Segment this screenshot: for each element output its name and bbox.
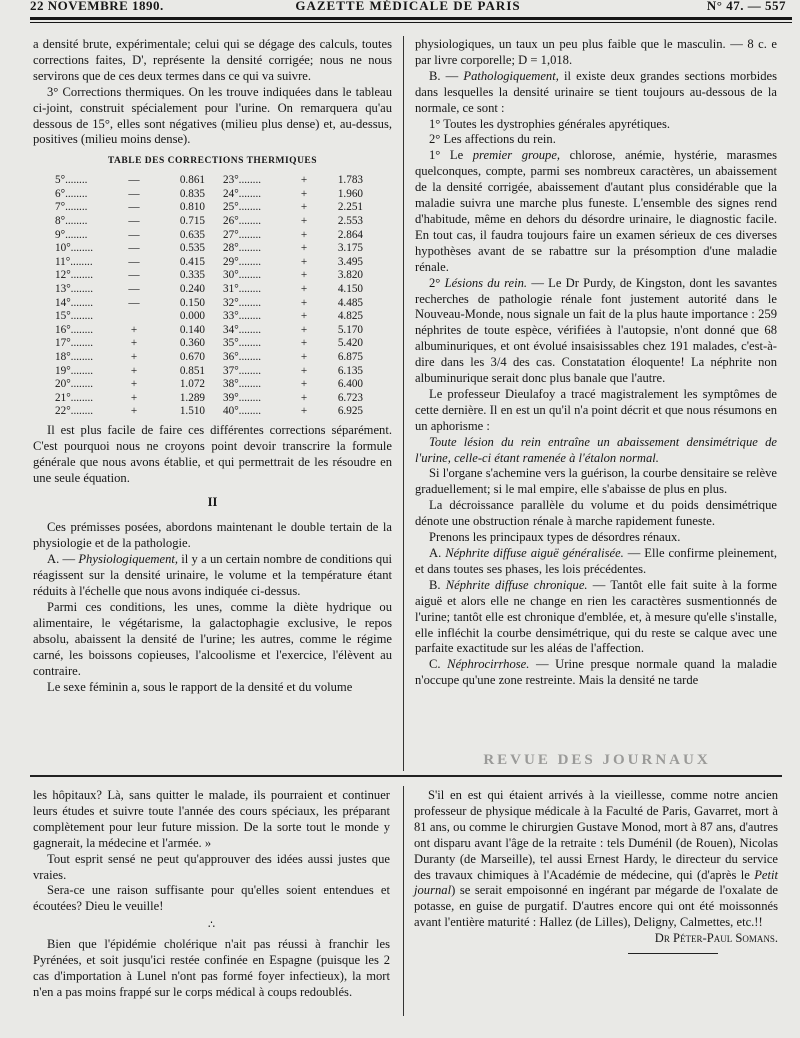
column-4 <box>414 788 778 954</box>
column-divider-bottom <box>403 786 404 1016</box>
paragraph-lead: 2° <box>429 275 441 290</box>
page-header <box>30 0 786 16</box>
table-cell: 0.635 <box>179 228 205 241</box>
table-cell: 1.783 <box>337 174 363 187</box>
table-cell: — <box>128 255 140 268</box>
table-row <box>55 188 363 202</box>
list-item: 1° Toutes les dystrophies générales apyrétiques. <box>429 116 671 131</box>
paragraph-emphasis: premier groupe, <box>472 148 561 163</box>
paragraph-lead: A. <box>429 546 442 560</box>
paragraph: Ces prémisses posées, abordons maintenant le double tertain de la physiologie et de la pathologie. <box>33 520 392 551</box>
table-cell: 33°........ <box>223 310 262 323</box>
table-row <box>55 256 363 270</box>
table-cell: + <box>300 242 308 255</box>
table-cell: 40°........ <box>223 405 262 418</box>
table-cell: — <box>128 242 140 255</box>
paragraph <box>415 657 777 689</box>
table-cell: 19°........ <box>55 364 94 377</box>
table-cell: 1.510 <box>179 405 205 418</box>
table-cell: 3.820 <box>337 269 363 282</box>
table-cell: 6°........ <box>55 187 88 200</box>
table-cell: 0.150 <box>179 296 205 309</box>
aphorism <box>415 435 777 467</box>
table-row <box>55 337 363 351</box>
paragraph: les hôpitaux? Là, sans quitter le malade, ils pourraient et continuer leurs études et suivre toute l'année des cours spéciaux, les préparant complètement pour leur future mission. De la sorte tout le monde y gagnerait, la médecine et l'armée. » <box>33 788 390 850</box>
header-number: N° 47. — 557 <box>706 0 786 13</box>
paragraph-emphasis: Petit journal <box>414 867 778 898</box>
table-row <box>55 378 363 392</box>
table-cell: 38°........ <box>223 378 262 391</box>
table-row <box>55 297 363 311</box>
table-row <box>55 229 363 243</box>
aphorism-text: Toute lésion du rein entraîne un abaissement densimétrique de l'urine, celle-ci étant ramenée à l'étalon normal. <box>415 434 777 465</box>
table-cell: + <box>300 187 308 200</box>
table-cell: 39°........ <box>223 391 262 404</box>
column-divider-top <box>403 36 404 771</box>
table-cell: 30°........ <box>223 269 262 282</box>
table-cell: 0.810 <box>179 201 205 214</box>
table-row <box>55 310 363 324</box>
separator-mark: ∴ <box>208 919 215 932</box>
table-cell: 0.360 <box>179 337 205 350</box>
table-cell: — <box>128 174 140 187</box>
table-cell: 4.150 <box>337 283 363 295</box>
table-cell: 26°........ <box>223 215 262 228</box>
table-cell: 0.415 <box>179 255 205 268</box>
table-cell: — <box>128 283 140 295</box>
corrections-table <box>55 174 363 419</box>
table-cell: 9°........ <box>55 228 88 241</box>
table-cell: 0.140 <box>179 323 205 336</box>
paragraph-text: S'il en est qui étaient arrivés à la vieillesse, comme notre ancien professeur de physique médicale à la Faculté de Paris, Gavarret, mort à 81 ans, ou comme le chirurgien Gustave Monod, mort à 87 ans, d'autres ont disparu avant l'âge de la retraite : tels Duménil (de Rouen), Nicolas Duranty (de Marseille), tel aussi Ernest Hardy, le directeur du service des travaux chimiques à l'Académie de médecine, qui (d'après le <box>414 788 778 882</box>
paragraph-text: ) se serait empoisonné en ingérant par mégarde de l'oxalate de potasse, en guise de purgatif. D'autres encore qui ont été moissonnés avant l'entière maturité : Hallez (de Lilles), Deligny, Calmettes, etc.!! <box>414 883 778 930</box>
table-row <box>55 392 363 406</box>
table-cell: 12°........ <box>55 269 94 282</box>
paragraph <box>415 148 777 275</box>
table-cell: 3.495 <box>337 255 363 268</box>
paragraph-text: chlorose, anémie, hystérie, marasmes quelconques, compte, parmi ses nombreux caractères, un abaissement de la densité corrigée, abaissement d'autant plus considérable que la maladie suivra une marche plus funeste. L'ensemble des signes rend d'habitude, même en dehors du désordre urinaire, le diagnostic facile. En tout cas, il faudra toujours faire un examen sérieux de ces diverses hypothèses avant de se rabattre sur la présomption d'une maladie rénale. <box>415 148 777 274</box>
paragraph-emphasis: Physiologiquement, <box>78 552 179 567</box>
table-cell: + <box>300 350 308 363</box>
table-cell: 13°........ <box>55 283 94 295</box>
paragraph-text: — Urine presque normale quand la maladie n'occupe qu'une zone restreinte. Mais la densité ne tarde <box>415 657 777 688</box>
table-cell: + <box>130 364 138 377</box>
column-3 <box>33 788 390 1001</box>
table-cell: 4.485 <box>337 296 363 309</box>
table-row <box>55 201 363 215</box>
table-cell: — <box>128 228 140 241</box>
table-cell: 25°........ <box>223 201 262 214</box>
table-cell: 5.170 <box>337 323 363 336</box>
table-cell: — <box>128 187 140 200</box>
paragraph-lead: A. — <box>47 552 76 567</box>
table-cell: + <box>300 391 308 404</box>
table-cell: 8°........ <box>55 215 88 228</box>
revue-heading: REVUE DES JOURNAUX <box>483 752 711 768</box>
table-row <box>55 174 363 188</box>
table-cell: 0.240 <box>179 283 205 295</box>
table-cell: — <box>128 215 140 228</box>
table-cell: 0.535 <box>179 242 205 255</box>
table-cell: + <box>300 283 308 295</box>
table-cell: + <box>130 323 138 336</box>
table-row <box>55 215 363 229</box>
table-cell: 2.553 <box>337 215 363 228</box>
table-cell: + <box>300 174 308 187</box>
table-cell: + <box>300 323 308 336</box>
table-title: TABLE DES CORRECTIONS THERMIQUES <box>107 156 318 167</box>
table-cell: + <box>300 269 308 282</box>
table-cell: 24°........ <box>223 187 262 200</box>
table-cell: 5.420 <box>337 337 363 350</box>
table-cell: 0.715 <box>179 215 205 228</box>
table-cell: 20°........ <box>55 378 94 391</box>
table-cell: 35°........ <box>223 337 262 350</box>
table-cell: 17°........ <box>55 337 94 350</box>
paragraph-text: — Elle confirme pleinement, et dans toutes ses phases, les lois précédentes. <box>415 546 777 576</box>
table-cell: 5°........ <box>55 174 88 187</box>
paragraph-text: il y a un certain nombre de conditions qui réagissent sur la densité urinaire, le volume et la température étant réduits à l'échelle que nous avons indiquée ci-dessus. <box>33 552 392 599</box>
table-cell: 18°........ <box>55 350 94 363</box>
table-cell: 31°........ <box>223 283 262 295</box>
table-cell: — <box>128 201 140 214</box>
section-number: II <box>207 494 218 509</box>
paragraph-emphasis: Néphrocirrhose. <box>447 657 530 672</box>
table-cell: 29°........ <box>223 255 262 268</box>
paragraph-emphasis: Néphrite diffuse aiguë généralisée. <box>445 546 624 560</box>
table-cell: — <box>128 269 140 282</box>
column-2 <box>415 37 777 689</box>
table-cell: 6.400 <box>337 378 363 391</box>
paragraph-lead: B. <box>429 577 441 592</box>
paragraph <box>415 546 777 578</box>
table-cell: 32°........ <box>223 296 262 309</box>
header-title: GAZETTE MÉDICALE DE PARIS <box>295 0 521 13</box>
table-row <box>55 269 363 283</box>
table-cell: + <box>130 391 138 404</box>
paragraph-lead: B. — <box>429 68 459 83</box>
paragraph-text: — Tantôt elle fait suite à la forme aiguë et alors elle ne change en rien les caractères susmentionnés de l'urine; tantôt elle est chronique d'emblée, et, à mesure qu'elle s'installe, elle infléchit la courbe densimétrique, qui du reste se calque avec une parfaite exactitude sur les aléas de l'affection. <box>415 577 777 656</box>
paragraph-emphasis: Lésions du rein. <box>444 275 528 290</box>
table-cell: + <box>300 405 308 418</box>
paragraph: La décroissance parallèle du volume et du poids densimétrique dénote une obstruction rénale à marche rapidement funeste. <box>415 498 777 529</box>
signature-rule <box>628 953 718 954</box>
table-cell: 0.851 <box>179 364 205 377</box>
table-cell: 10°........ <box>55 242 94 255</box>
paragraph <box>415 69 777 117</box>
paragraph: Parmi ces conditions, les unes, comme la diète hydrique ou alimentaire, le végétarisme, la galactophagie exclusive, le repos absolu, abaissent la densité de l'urine; les autres, comme le régime carné, les boissons copieuses, l'alcoolisme et l'exercice, l'élèvent au contraire. <box>33 600 392 678</box>
table-cell: 28°........ <box>223 242 262 255</box>
paragraph: Le sexe féminin a, sous le rapport de la densité et du volume <box>47 679 353 694</box>
paragraph <box>415 578 777 658</box>
table-cell: — <box>128 296 140 309</box>
table-cell: 21°........ <box>55 391 94 404</box>
table-cell: + <box>130 405 138 418</box>
header-rule-thick <box>30 17 792 20</box>
table-cell: + <box>130 378 138 391</box>
table-row <box>55 324 363 338</box>
paragraph-lead: C. <box>429 657 441 672</box>
table-cell: 11°........ <box>55 255 93 268</box>
table-cell: 6.135 <box>337 364 363 377</box>
paragraph-emphasis: Néphrite diffuse chronique. <box>445 577 588 592</box>
table-row <box>55 283 363 297</box>
paragraph-text: il existe deux grandes sections morbides dans lesquelles la densité urinaire se tient toujours au-dessous de la normale, ce sont : <box>415 68 777 115</box>
paragraph: Sera-ce une raison suffisante pour qu'elles soient entendues et écoutées? Dieu le veuille! <box>33 883 390 914</box>
paragraph: Il est plus facile de faire ces différentes corrections séparément. C'est pourquoi nous ne croyons point devoir transcrire la formule générale que nous avons établie, et qui permettrait de les résoudre en une seule équation. <box>33 422 392 485</box>
table-cell: 34°........ <box>223 323 262 336</box>
table-cell: + <box>300 215 308 228</box>
table-cell: 16°........ <box>55 323 94 336</box>
list-item: 2° Les affections du rein. <box>429 132 556 147</box>
table-cell: 7°........ <box>55 201 88 214</box>
paragraph: Prenons les principaux types de désordres rénaux. <box>429 530 681 545</box>
table-cell: 23°........ <box>223 174 262 187</box>
header-date: 22 NOVEMBRE 1890. <box>30 0 164 13</box>
table-cell: 2.864 <box>337 228 363 241</box>
table-cell: + <box>130 337 138 350</box>
paragraph: Tout esprit sensé ne peut qu'approuver des idées aussi justes que vraies. <box>33 851 390 882</box>
table-cell: 3.175 <box>337 242 363 255</box>
table-cell: + <box>300 228 308 241</box>
paragraph-lead: 1° Le <box>429 148 464 163</box>
paragraph: Si l'organe s'achemine vers la guérison, la courbe densitaire se relève graduellement; si le mal empire, elle s'abaisse de plus en plus. <box>415 466 777 497</box>
paragraph: Bien que l'épidémie cholérique n'ait pas réussi à franchir les Pyrénées, et soit jusqu'ici restée confinée en Espagne (puisque les 2 cas d'importation à Lunel n'ont pas formé foyer infectieux), la mort n'en a pas moins frappé sur le corps médical à coups redoublés. <box>33 937 390 999</box>
table-cell: 15°........ <box>55 310 94 323</box>
table-cell: 2.251 <box>337 201 363 214</box>
table-cell: 1.960 <box>337 187 363 200</box>
paragraph: Le professeur Dieulafoy a tracé magistralement les symptômes de cette dernière. Il en est un qu'il n'a point décrit et que nous résumons en un aphorisme : <box>415 386 777 433</box>
table-row <box>55 365 363 379</box>
table-cell: 0.335 <box>179 269 205 282</box>
table-cell: 6.925 <box>337 405 363 418</box>
table-row <box>55 405 363 419</box>
table-cell: 0.000 <box>179 310 205 323</box>
paragraph: physiologiques, un taux un peu plus faible que le masculin. — 8 c. e par livre corporelle; D = 1,018. <box>415 37 777 67</box>
table-cell: 0.835 <box>179 187 205 200</box>
table-cell: + <box>300 296 308 309</box>
table-cell <box>125 310 143 324</box>
table-cell: 0.861 <box>179 174 205 187</box>
table-cell: 0.670 <box>179 350 205 363</box>
table-cell: 36°........ <box>223 350 262 363</box>
table-cell: 4.825 <box>337 310 363 323</box>
paragraph: a densité brute, expérimentale; celui qui se dégage des calculs, toutes corrections faites, D', représente la densité corrigée; nous ne nous servirons que de ces deux termes dans ce qui va suivre. <box>33 37 392 83</box>
table-cell: + <box>300 337 308 350</box>
paragraph <box>33 552 392 600</box>
paragraph: 3° Corrections thermiques. On les trouve indiquées dans le tableau ci-joint, construit spécialement pour l'urine. On remarquera qu'au dessous de 15°, elles sont négatives (milieu plus dense) et, au-dessus, positives (milieu moins dense). <box>33 84 392 147</box>
paragraph <box>415 276 777 387</box>
table-cell: + <box>130 350 138 363</box>
paragraph <box>414 788 778 931</box>
table-cell: 14°........ <box>55 296 94 309</box>
signature: Dr Péter-Paul Somans. <box>654 931 778 946</box>
table-row <box>55 351 363 365</box>
table-cell: 6.875 <box>337 350 363 363</box>
paragraph-text: — Le Dr Purdy, de Kingston, dont les savantes recherches de pathologie rénale font justement autorité dans le Nouveau-Monde, nous signale un fait de la plus haute importance : 259 néphrites de toute espèce, vérifiées à l'autopsie, n'ont donné que 68 albuminuriques, et ont évolué insaisissables chez 191 malades, c'est-à-dire dans les 3/4 des cas. Constatation éloquente! La néphrite non albuminurique serait donc plus banale que l'autre. <box>415 275 777 386</box>
section-divider <box>30 775 782 777</box>
table-cell: + <box>300 201 308 214</box>
table-cell: 22°........ <box>55 405 94 418</box>
table-row <box>55 242 363 256</box>
table-cell: 6.723 <box>337 391 363 404</box>
table-cell: 1.072 <box>179 378 205 391</box>
table-cell: + <box>300 310 308 323</box>
table-cell: + <box>300 364 308 377</box>
table-cell: 27°........ <box>223 228 262 241</box>
table-cell: + <box>300 378 308 391</box>
table-cell: + <box>300 255 308 268</box>
table-cell: 37°........ <box>223 364 262 377</box>
table-cell: 1.289 <box>179 391 205 404</box>
column-1 <box>33 37 392 695</box>
header-rule-thin <box>30 22 792 23</box>
paragraph-emphasis: Pathologiquement, <box>463 68 559 83</box>
